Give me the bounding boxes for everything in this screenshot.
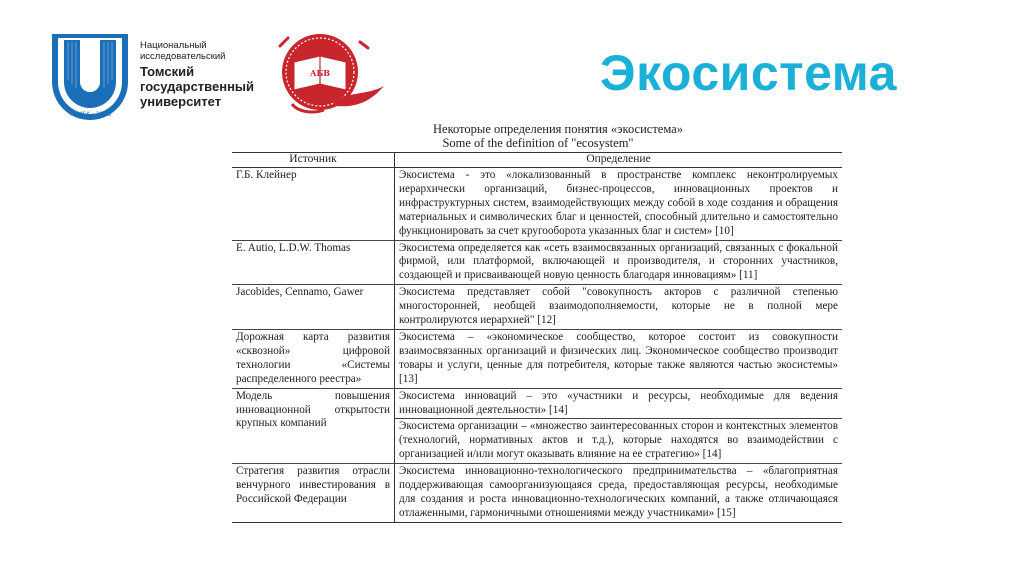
definition-cell: Экосистема определяется как «сеть взаимосвязанных организаций, связанных с фокальной фирмой, или платформой, включающей и производителя, и сторонних участников, создающей и присваивающей новую ценность благодаря инновациям» [11] xyxy=(395,240,843,285)
source-cell: Дорожная карта развития «сквозной» цифровой технологии «Системы распределенного реестра» xyxy=(232,329,395,388)
university-line-1: Национальный xyxy=(140,40,207,51)
source-cell: E. Autio, L.D.W. Thomas xyxy=(232,240,395,285)
definitions-table xyxy=(232,152,842,523)
definition-cell: Экосистема – «экономическое сообщество, которое состоит из совокупности взаимосвязанных организаций и физических лиц. Экономическое сообщество производит товары и услуги, ценные для потребителя, которые также являются частью экосистемы» [13] xyxy=(395,329,843,388)
university-line-4: государственный xyxy=(140,79,255,94)
university-line-3: Томский xyxy=(140,64,195,79)
university-name xyxy=(140,40,254,109)
table-row xyxy=(232,464,842,523)
source-cell: Стратегия развития отрасли венчурного инвестирования в Российской Федерации xyxy=(232,464,395,523)
definition-cell: Экосистема инновационно-технологического предпринимательства – «благоприятная поддерживающая самоорганизующаяся среда, предоставляющая ресурсы, необходимые для создания и роста инновационно-технологических компаний, а также отличающаяся отлаженными, гармоничными отношениями между участниками» [15] xyxy=(399,465,838,519)
source-cell: Модель повышения инновационной открытости крупных компаний xyxy=(232,388,395,464)
table-row xyxy=(232,329,842,388)
logo-ring-text: TOMSK · 1878 xyxy=(68,111,112,118)
university-line-5: университет xyxy=(140,94,222,109)
definition-cell: Экосистема - это «локализованный в пространстве комплекс неконтролируемых иерархически организаций, бизнес-процессов, инновационных проектов и инфраструктурных систем, взаимодействующих между собой в ходе создания и обращения материальных и символических благ и ценностей, способный длительно и самостоятельно функционировать за счет кругооборота указанных благ и систем» [10] xyxy=(395,168,843,241)
tsu-logo xyxy=(48,30,132,122)
university-line-2: исследовательский xyxy=(140,51,226,62)
column-header-source: Источник xyxy=(232,153,395,168)
definitions-table-block xyxy=(232,122,844,523)
book-quill-seal-icon xyxy=(272,28,388,128)
source-cell: Г.Б. Клейнер xyxy=(232,168,395,241)
table-caption-ru: Некоторые определения понятия «экосистема» xyxy=(433,122,683,136)
table-row xyxy=(232,388,842,419)
page-title: Экосистема xyxy=(600,45,897,101)
definition-cell: Экосистема инноваций – это «участники и ресурсы, необходимые для ведения инновационной деятельности» [14] xyxy=(395,388,843,419)
table-row xyxy=(232,168,842,241)
definition-cell: Экосистема организации – «множество заинтересованных сторон и контекстных элементов (технологий, нормативных актов и т.д.), которые находятся во взаимодействии с организацией и/или могут оказывать влияние на ее стратегию» [14] xyxy=(395,419,843,464)
seal-text: АБВ xyxy=(309,68,331,78)
table-header-row xyxy=(232,153,842,168)
column-header-definition: Определение xyxy=(395,153,843,168)
source-cell: Jacobides, Cennamo, Gawer xyxy=(232,285,395,330)
table-row xyxy=(232,285,842,330)
table-caption-en: Some of the definition of "ecosystem" xyxy=(442,136,634,150)
definition-cell: Экосистема представляет собой "совокупность акторов с различной степенью многосторонней, необщей взаимодополняемости, которые не в полной мере контролируются иерархией" [12] xyxy=(395,285,843,330)
table-row xyxy=(232,240,842,285)
